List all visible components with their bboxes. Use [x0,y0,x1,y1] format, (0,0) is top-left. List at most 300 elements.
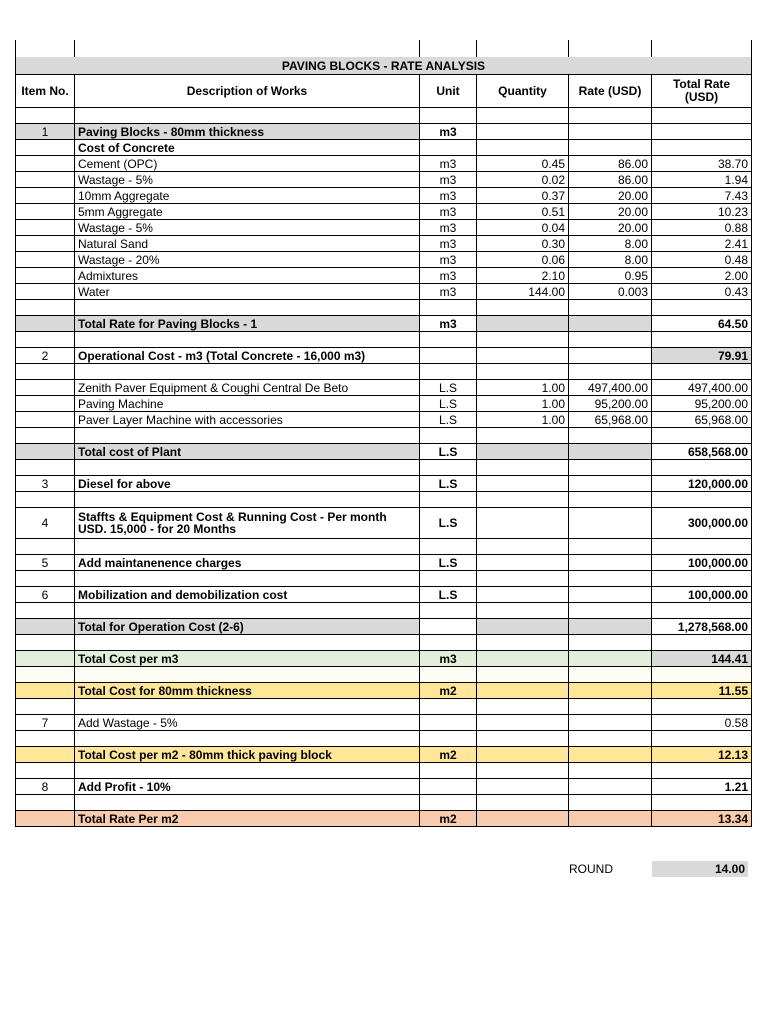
table-row [16,763,752,779]
cell-total: 0.88 [652,220,752,236]
cell-desc: Diesel for above [75,476,420,492]
cell-item: 5 [16,555,75,571]
cell-total: 658,568.00 [652,444,752,460]
table-row [16,252,752,268]
cell-unit [420,571,477,587]
cell-desc: 5mm Aggregate [75,204,420,220]
cell-item [16,316,75,332]
cell-rate: 8.00 [569,236,652,252]
cell-unit: m2 [420,747,477,763]
cell-unit [420,603,477,619]
table-row [16,316,752,332]
cell-desc: Operational Cost - m3 (Total Concrete - 16,000 m3) [75,348,420,364]
table-body [16,40,752,827]
cell-qty [477,332,569,348]
cell-total [652,460,752,476]
cell-total [652,428,752,444]
cell-rate [569,508,652,539]
cell-desc [75,795,420,811]
cell-unit: m3 [420,204,477,220]
cell-rate: 86.00 [569,172,652,188]
cell-qty [477,300,569,316]
cell-rate [569,476,652,492]
cell-rate [569,124,652,140]
cell-qty [477,555,569,571]
cell-total [652,539,752,555]
cell-rate: 20.00 [569,220,652,236]
cell-total [652,140,752,156]
cell-desc: Total cost of Plant [75,444,420,460]
cell-rate [569,539,652,555]
cell-unit: m2 [420,683,477,699]
cell-qty [477,699,569,715]
cell-item [16,731,75,747]
cell-unit [420,539,477,555]
cell-unit [420,460,477,476]
cell-rate [569,140,652,156]
table-row [16,699,752,715]
cell-unit: m3 [420,220,477,236]
cell-unit [420,108,477,124]
table-row [16,444,752,460]
cell-item [16,204,75,220]
cell-qty [477,795,569,811]
cell-item [16,396,75,412]
cell-rate: 20.00 [569,204,652,220]
cell-total [652,364,752,380]
table-row [16,683,752,699]
cell-desc: Zenith Paver Equipment & Coughi Central De Beto [75,380,420,396]
cell-desc [75,460,420,476]
table-row [16,492,752,508]
cell-rate: 95,200.00 [569,396,652,412]
cell-unit [420,348,477,364]
round-label: ROUND [569,862,613,876]
table-row [16,108,752,124]
cell-item [16,220,75,236]
table-row [16,364,752,380]
table-row [16,795,752,811]
cell-unit: m2 [420,811,477,827]
cell-total: 0.48 [652,252,752,268]
cell-item: 1 [16,124,75,140]
cell-item: 2 [16,348,75,364]
cell-rate [569,460,652,476]
cell-unit: m3 [420,172,477,188]
cell-desc: Add Profit - 10% [75,779,420,795]
cell-qty [477,619,569,635]
table-row [16,412,752,428]
cell-item [16,811,75,827]
cell-item [16,428,75,444]
table-row [16,300,752,316]
cell-unit [420,795,477,811]
cell-total: 10.23 [652,204,752,220]
cell-rate [569,571,652,587]
cell-desc [75,667,420,683]
cell-total: 120,000.00 [652,476,752,492]
cell-qty [477,763,569,779]
cell-qty [477,492,569,508]
cell-rate [569,444,652,460]
cell-total: 2.41 [652,236,752,252]
table-row [16,396,752,412]
cell-rate [569,108,652,124]
table-row [16,428,752,444]
header-description: Description of Works [75,75,420,108]
cell-total: 65,968.00 [652,412,752,428]
cell-unit [420,492,477,508]
cell-rate [569,348,652,364]
cell-total [652,763,752,779]
cell-desc: Water [75,284,420,300]
cell-total: 11.55 [652,683,752,699]
cell-rate [569,731,652,747]
cell-qty: 0.02 [477,172,569,188]
cell-rate [569,492,652,508]
cell-qty [477,508,569,539]
cell-rate [569,667,652,683]
cell-qty [477,603,569,619]
cell-qty [477,747,569,763]
cell-total: 13.34 [652,811,752,827]
cell-item [16,236,75,252]
cell-unit [420,332,477,348]
cell-unit [420,364,477,380]
cell-total [652,332,752,348]
table-row [16,747,752,763]
cell-desc [75,492,420,508]
cell-desc: Admixtures [75,268,420,284]
cell-rate [569,811,652,827]
cell-item [16,284,75,300]
cell-total: 100,000.00 [652,587,752,603]
cell-item [16,667,75,683]
cell-rate [569,699,652,715]
cell-item [16,539,75,555]
table-row [16,619,752,635]
cell-item [16,619,75,635]
cell-desc [75,635,420,651]
header-row [16,75,752,108]
cell-desc [75,108,420,124]
cell-qty: 1.00 [477,412,569,428]
cell-desc: 10mm Aggregate [75,188,420,204]
cell-item [16,444,75,460]
cell-rate [569,587,652,603]
cell-qty [477,731,569,747]
cell-item [16,795,75,811]
table-row [16,587,752,603]
cell-desc: Paver Layer Machine with accessories [75,412,420,428]
cell-item [16,300,75,316]
cell-unit [420,300,477,316]
table-row [16,204,752,220]
cell-total: 0.43 [652,284,752,300]
cell-qty [477,635,569,651]
cell-total: 1,278,568.00 [652,619,752,635]
cell-rate [569,603,652,619]
cell-desc: Total Rate for Paving Blocks - 1 [75,316,420,332]
cell-qty [477,811,569,827]
cell-unit: m3 [420,651,477,667]
header-quantity: Quantity [477,75,569,108]
cell-item [16,252,75,268]
cell-item [16,364,75,380]
cell-item [16,108,75,124]
cell-desc: Paving Blocks - 80mm thickness [75,124,420,140]
cell-item: 3 [16,476,75,492]
cell-rate [569,619,652,635]
cell-qty: 0.04 [477,220,569,236]
table-row [16,380,752,396]
cell-unit: L.S [420,412,477,428]
cell-desc: Mobilization and demobilization cost [75,587,420,603]
cell-qty: 1.00 [477,380,569,396]
cell-total: 64.50 [652,316,752,332]
cell-total: 300,000.00 [652,508,752,539]
table-row [16,332,752,348]
cell-qty [477,715,569,731]
table-row [16,571,752,587]
cell-total: 7.43 [652,188,752,204]
table-row [16,172,752,188]
cell-desc: Cement (OPC) [75,156,420,172]
cell-qty [477,651,569,667]
cell-unit [420,619,477,635]
cell-item [16,763,75,779]
cell-item: 6 [16,587,75,603]
cell-total [652,124,752,140]
cell-item [16,603,75,619]
cell-qty [477,539,569,555]
table-row [16,715,752,731]
cell-total [652,492,752,508]
cell-qty: 144.00 [477,284,569,300]
table-row [16,555,752,571]
cell-desc: Total Rate Per m2 [75,811,420,827]
cell-total: 144.41 [652,651,752,667]
cell-item [16,683,75,699]
cell-desc: Wastage - 5% [75,172,420,188]
table-row [16,156,752,172]
cell-unit [420,779,477,795]
cell-desc [75,603,420,619]
cell-unit [420,428,477,444]
cell-qty: 0.37 [477,188,569,204]
cell-desc: Total for Operation Cost (2-6) [75,619,420,635]
table-row [16,811,752,827]
cell-rate: 8.00 [569,252,652,268]
cell-item [16,172,75,188]
cell-qty [477,667,569,683]
cell-qty: 0.45 [477,156,569,172]
table-row [16,188,752,204]
cell-total: 100,000.00 [652,555,752,571]
cell-desc: Wastage - 20% [75,252,420,268]
cell-qty [477,140,569,156]
cell-unit: m3 [420,252,477,268]
cell-total: 0.58 [652,715,752,731]
cell-qty [477,124,569,140]
table-row [16,539,752,555]
cell-rate [569,651,652,667]
table-row [16,603,752,619]
cell-rate [569,332,652,348]
cell-rate: 86.00 [569,156,652,172]
cell-total: 95,200.00 [652,396,752,412]
cell-total: 1.94 [652,172,752,188]
cell-unit [420,715,477,731]
sheet-title: PAVING BLOCKS - RATE ANALYSIS [16,57,752,75]
cell-item [16,156,75,172]
cell-unit: m3 [420,284,477,300]
cell-item [16,460,75,476]
table-row [16,124,752,140]
cell-desc [75,364,420,380]
cell-unit [420,140,477,156]
cell-rate: 497,400.00 [569,380,652,396]
cell-total: 12.13 [652,747,752,763]
cell-item [16,747,75,763]
cell-unit: L.S [420,508,477,539]
cell-item [16,380,75,396]
cell-unit [420,699,477,715]
cell-qty [477,316,569,332]
cell-desc [75,571,420,587]
cell-desc [75,539,420,555]
cell-unit: L.S [420,396,477,412]
cell-qty [477,348,569,364]
cell-desc [75,731,420,747]
cell-total: 497,400.00 [652,380,752,396]
cell-desc: Total Cost per m2 - 80mm thick paving block [75,747,420,763]
cell-qty [477,571,569,587]
cell-rate [569,635,652,651]
cell-total: 1.21 [652,779,752,795]
cell-unit [420,635,477,651]
cell-qty [477,108,569,124]
cell-total [652,699,752,715]
cell-total [652,731,752,747]
cell-item [16,188,75,204]
cell-unit: m3 [420,236,477,252]
table-row [16,779,752,795]
cell-qty [477,444,569,460]
cell-rate: 0.95 [569,268,652,284]
cell-total [652,795,752,811]
cell-unit: L.S [420,444,477,460]
cell-item [16,571,75,587]
cell-rate [569,300,652,316]
cell-total [652,108,752,124]
cell-unit: L.S [420,476,477,492]
cell-total: 38.70 [652,156,752,172]
cell-total [652,571,752,587]
cell-desc: Total Cost per m3 [75,651,420,667]
cell-unit: m3 [420,124,477,140]
cell-qty [477,683,569,699]
cell-unit: m3 [420,268,477,284]
header-unit: Unit [420,75,477,108]
cell-qty [477,587,569,603]
table-row [16,508,752,539]
cell-desc [75,428,420,444]
cell-qty: 2.10 [477,268,569,284]
cell-rate [569,715,652,731]
cell-desc: Cost of Concrete [75,140,420,156]
cell-total [652,635,752,651]
cell-qty: 1.00 [477,396,569,412]
cell-rate [569,316,652,332]
cell-item [16,651,75,667]
table-row [16,667,752,683]
cell-qty [477,364,569,380]
cell-rate [569,683,652,699]
cell-desc [75,763,420,779]
cell-total: 79.91 [652,348,752,364]
cell-qty [477,779,569,795]
cell-desc: Wastage - 5% [75,220,420,236]
cell-rate [569,428,652,444]
cell-qty: 0.51 [477,204,569,220]
table-row [16,284,752,300]
rate-analysis-table [15,40,752,827]
table-row [16,651,752,667]
cell-unit: L.S [420,555,477,571]
cell-item [16,140,75,156]
cell-total: 2.00 [652,268,752,284]
cell-rate [569,779,652,795]
cell-rate [569,763,652,779]
cell-desc [75,699,420,715]
cell-desc: Total Cost for 80mm thickness [75,683,420,699]
cell-item [16,412,75,428]
cell-unit [420,731,477,747]
cell-rate: 20.00 [569,188,652,204]
cell-qty [477,460,569,476]
cell-rate [569,555,652,571]
header-total-rate: Total Rate (USD) [652,75,752,108]
cell-unit: m3 [420,188,477,204]
table-row [16,476,752,492]
cell-rate [569,364,652,380]
cell-total [652,667,752,683]
cell-rate [569,747,652,763]
cell-qty: 0.30 [477,236,569,252]
cell-unit: L.S [420,587,477,603]
cell-item: 4 [16,508,75,539]
cell-unit: m3 [420,316,477,332]
cell-unit [420,667,477,683]
cell-item [16,635,75,651]
table-row [16,140,752,156]
cell-desc: Add Wastage - 5% [75,715,420,731]
cell-total [652,300,752,316]
round-value: 14.00 [652,861,748,877]
table-row [16,635,752,651]
table-row [16,236,752,252]
cell-total [652,603,752,619]
table-row [16,460,752,476]
cell-qty [477,428,569,444]
cell-desc: Paving Machine [75,396,420,412]
table-row [16,731,752,747]
table-row [16,268,752,284]
top-gap-row [16,40,752,57]
cell-item [16,699,75,715]
cell-desc: Staffts & Equipment Cost & Running Cost - Per month USD. 15,000 - for 20 Months [75,508,420,539]
